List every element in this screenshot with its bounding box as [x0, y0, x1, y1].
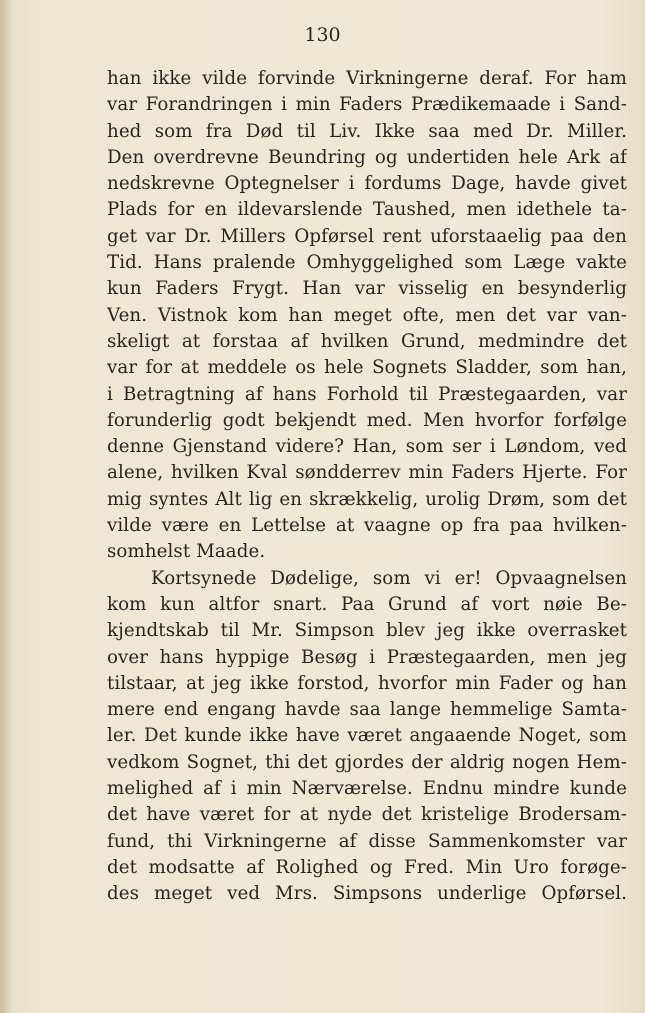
text-line: skeligt at forstaa af hvilken Grund, medmindre det — [107, 330, 627, 352]
text-line: det modsatte af Rolighed og Fred. Min Uro forøge- — [107, 856, 627, 878]
paragraph-start-line: Kortsynede Dødelige, som vi er! Opvaagnelsen — [151, 567, 627, 589]
text-line: des meget ved Mrs. Simpsons underlige Opførsel. — [107, 883, 627, 905]
text-line: fund, thi Virkningerne af disse Sammenkomster var — [107, 830, 627, 852]
text-line: vedkom Sognet, thi det gjordes der aldrig nogen Hem- — [107, 751, 627, 773]
text-line: Tid. Hans pralende Omhyggelighed som Læge vakte — [107, 252, 627, 274]
text-line: over hans hyppige Besøg i Præstegaarden, men jeg — [107, 646, 627, 668]
text-line: nedskrevne Optegnelser i fordums Dage, havde givet — [107, 173, 627, 195]
body-text — [107, 66, 627, 908]
text-line: Plads for en ildevarslende Taushed, men idethele ta- — [107, 199, 627, 221]
paragraph-end-line: somhelst Maade. — [107, 541, 266, 563]
text-line: kun Faders Frygt. Han var visselig en besynderlig — [107, 278, 627, 300]
page-number: 130 — [304, 24, 341, 46]
text-line: var Forandringen i min Faders Prædikemaade i Sand- — [107, 94, 627, 116]
text-line: mere end engang havde saa lange hemmelige Samta- — [107, 699, 627, 721]
text-line: kjendtskab til Mr. Simpson blev jeg ikke overrasket — [107, 620, 627, 642]
text-line: kom kun altfor snart. Paa Grund af vort nøie Be- — [107, 593, 627, 615]
text-line: mig syntes Alt lig en skrækkelig, urolig Drøm, som det — [107, 488, 627, 510]
text-line: Den overdrevne Beundring og undertiden hele Ark af — [107, 146, 627, 168]
text-line: Ven. Vistnok kom han meget ofte, men det var van- — [107, 304, 627, 326]
text-line: forunderlig godt bekjendt med. Men hvorfor forfølge — [107, 409, 627, 431]
text-line: var for at meddele os hele Sognets Sladder, som han, — [107, 357, 627, 379]
text-line: tilstaar, at jeg ikke forstod, hvorfor min Fader og han — [107, 672, 627, 694]
text-line: han ikke vilde forvinde Virkningerne deraf. For ham — [107, 68, 627, 89]
text-line: alene, hvilken Kval søndderrev min Faders Hjerte. For — [107, 462, 627, 484]
text-line: vilde være en Lettelse at vaagne op fra paa hvilken- — [107, 515, 627, 537]
text-line: det have været for at nyde det kristelige Brodersam- — [107, 804, 627, 826]
text-line: hed som fra Død til Liv. Ikke saa med Dr. Miller. — [107, 120, 627, 142]
text-line: melighed af i min Nærværelse. Endnu mindre kunde — [107, 778, 627, 800]
text-line: ler. Det kunde ikke have været angaaende Noget, som — [107, 725, 627, 747]
page-gutter-shadow — [0, 0, 10, 1013]
text-line: denne Gjenstand videre? Han, som ser i Løndom, ved — [107, 436, 627, 458]
text-line: get var Dr. Millers Opførsel rent uforstaaelig paa den — [107, 225, 627, 247]
text-line: i Betragtning af hans Forhold til Præstegaarden, var — [107, 383, 627, 405]
